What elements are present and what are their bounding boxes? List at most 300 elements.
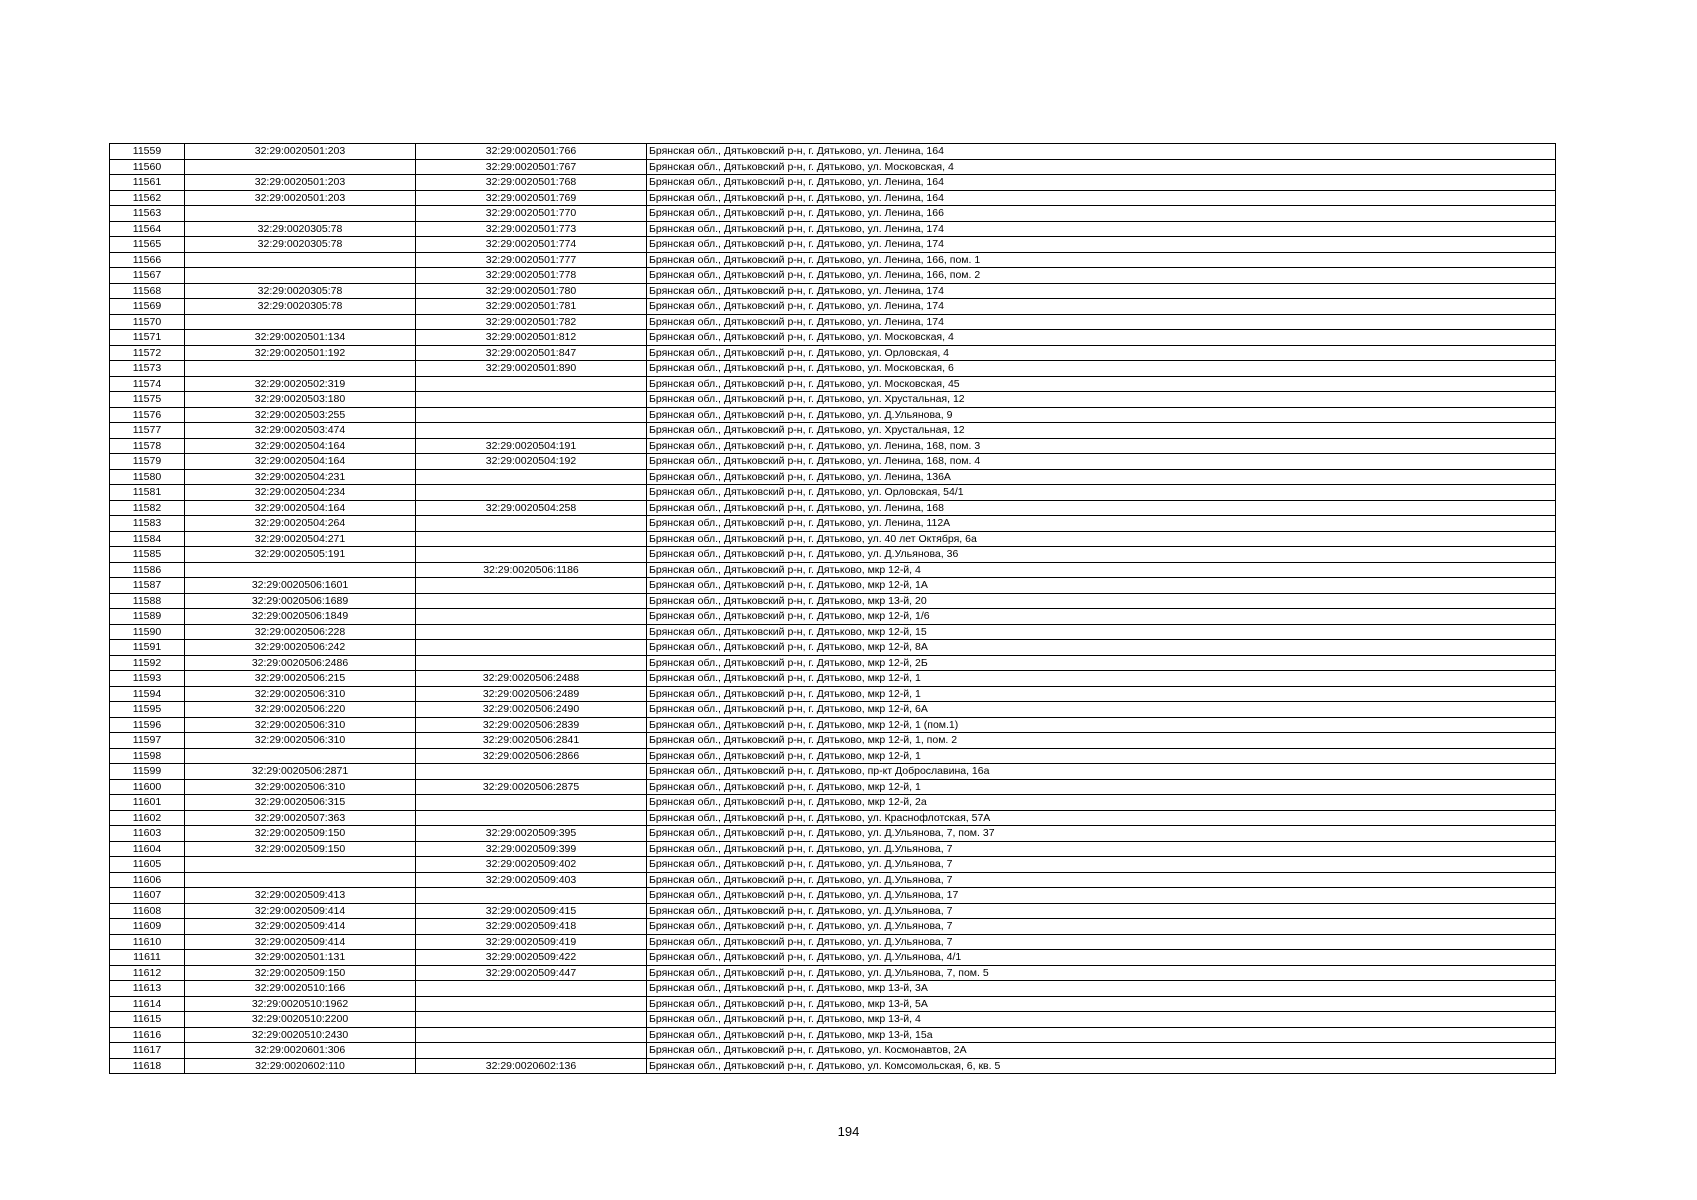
table-row [110,175,1556,191]
table-row [110,345,1556,361]
cadastral-number-cell [416,485,647,501]
cadastral-number-cell: 32:29:0020509:418 [416,919,647,935]
cadastral-number-cell: 32:29:0020506:2839 [416,717,647,733]
parent-cadastral-number-cell: 32:29:0020507:363 [185,810,416,826]
cadastral-table-body [110,144,1556,1074]
cadastral-number-cell [416,469,647,485]
address-cell: Брянская обл., Дятьковский р-н, г. Дятьково, ул. Д.Ульянова, 7 [647,872,1556,888]
parent-cadastral-number-cell [185,748,416,764]
cadastral-number-cell: 32:29:0020501:890 [416,361,647,377]
row-number-cell: 11613 [110,981,185,997]
table-row [110,423,1556,439]
parent-cadastral-number-cell: 32:29:0020509:150 [185,826,416,842]
address-cell: Брянская обл., Дятьковский р-н, г. Дятьково, мкр 12-й, 15 [647,624,1556,640]
parent-cadastral-number-cell: 32:29:0020305:78 [185,221,416,237]
table-row [110,376,1556,392]
row-number-cell: 11568 [110,283,185,299]
address-cell: Брянская обл., Дятьковский р-н, г. Дятьково, ул. Д.Ульянова, 7 [647,841,1556,857]
cadastral-number-cell [416,531,647,547]
cadastral-number-cell: 32:29:0020501:778 [416,268,647,284]
address-cell: Брянская обл., Дятьковский р-н, г. Дятьково, ул. Д.Ульянова, 36 [647,547,1556,563]
table-row [110,934,1556,950]
cadastral-number-cell: 32:29:0020509:447 [416,965,647,981]
row-number-cell: 11577 [110,423,185,439]
table-row [110,872,1556,888]
table-row [110,1027,1556,1043]
address-cell: Брянская обл., Дятьковский р-н, г. Дятьково, ул. Д.Ульянова, 4/1 [647,950,1556,966]
address-cell: Брянская обл., Дятьковский р-н, г. Дятьково, ул. Ленина, 174 [647,283,1556,299]
cadastral-number-cell: 32:29:0020504:191 [416,438,647,454]
parent-cadastral-number-cell: 32:29:0020504:231 [185,469,416,485]
cadastral-number-cell [416,516,647,532]
parent-cadastral-number-cell [185,206,416,222]
parent-cadastral-number-cell: 32:29:0020504:264 [185,516,416,532]
table-row [110,965,1556,981]
cadastral-number-cell: 32:29:0020506:2841 [416,733,647,749]
row-number-cell: 11594 [110,686,185,702]
table-row [110,810,1556,826]
address-cell: Брянская обл., Дятьковский р-н, г. Дятьково, мкр 12-й, 6А [647,702,1556,718]
table-row [110,438,1556,454]
table-row [110,981,1556,997]
table-row [110,190,1556,206]
parent-cadastral-number-cell: 32:29:0020505:191 [185,547,416,563]
cadastral-number-cell: 32:29:0020509:422 [416,950,647,966]
table-row [110,686,1556,702]
address-cell: Брянская обл., Дятьковский р-н, г. Дятьково, мкр 12-й, 8А [647,640,1556,656]
parent-cadastral-number-cell: 32:29:0020510:2200 [185,1012,416,1028]
table-row [110,1058,1556,1074]
address-cell: Брянская обл., Дятьковский р-н, г. Дятьково, ул. Московская, 4 [647,159,1556,175]
table-row [110,655,1556,671]
cadastral-number-cell [416,996,647,1012]
cadastral-number-cell [416,810,647,826]
table-row [110,252,1556,268]
cadastral-number-cell: 32:29:0020506:2490 [416,702,647,718]
parent-cadastral-number-cell: 32:29:0020504:271 [185,531,416,547]
cadastral-number-cell [416,1012,647,1028]
parent-cadastral-number-cell: 32:29:0020506:228 [185,624,416,640]
parent-cadastral-number-cell: 32:29:0020506:310 [185,733,416,749]
table-row [110,996,1556,1012]
row-number-cell: 11572 [110,345,185,361]
row-number-cell: 11611 [110,950,185,966]
address-cell: Брянская обл., Дятьковский р-н, г. Дятьково, ул. Ленина, 166 [647,206,1556,222]
address-cell: Брянская обл., Дятьковский р-н, г. Дятьково, ул. Орловская, 54/1 [647,485,1556,501]
cadastral-number-cell: 32:29:0020509:402 [416,857,647,873]
table-row [110,888,1556,904]
address-cell: Брянская обл., Дятьковский р-н, г. Дятьково, ул. Ленина, 164 [647,175,1556,191]
cadastral-number-cell [416,423,647,439]
parent-cadastral-number-cell: 32:29:0020510:166 [185,981,416,997]
address-cell: Брянская обл., Дятьковский р-н, г. Дятьково, ул. Д.Ульянова, 7 [647,934,1556,950]
table-row [110,795,1556,811]
address-cell: Брянская обл., Дятьковский р-н, г. Дятьково, мкр 12-й, 1/6 [647,609,1556,625]
cadastral-number-cell: 32:29:0020501:767 [416,159,647,175]
address-cell: Брянская обл., Дятьковский р-н, г. Дятьково, ул. Ленина, 168, пом. 4 [647,454,1556,470]
row-number-cell: 11602 [110,810,185,826]
table-row [110,531,1556,547]
table-row [110,516,1556,532]
parent-cadastral-number-cell: 32:29:0020501:192 [185,345,416,361]
parent-cadastral-number-cell: 32:29:0020509:150 [185,841,416,857]
parent-cadastral-number-cell: 32:29:0020509:413 [185,888,416,904]
parent-cadastral-number-cell: 32:29:0020510:2430 [185,1027,416,1043]
table-row [110,469,1556,485]
row-number-cell: 11609 [110,919,185,935]
parent-cadastral-number-cell: 32:29:0020504:164 [185,500,416,516]
parent-cadastral-number-cell [185,562,416,578]
cadastral-number-cell [416,764,647,780]
table-row [110,206,1556,222]
table-row [110,841,1556,857]
address-cell: Брянская обл., Дятьковский р-н, г. Дятьково, ул. Ленина, 164 [647,190,1556,206]
row-number-cell: 11574 [110,376,185,392]
table-row [110,640,1556,656]
address-cell: Брянская обл., Дятьковский р-н, г. Дятьково, мкр 13-й, 5А [647,996,1556,1012]
table-row [110,454,1556,470]
row-number-cell: 11600 [110,779,185,795]
address-cell: Брянская обл., Дятьковский р-н, г. Дятьково, ул. Ленина, 174 [647,314,1556,330]
table-row [110,562,1556,578]
address-cell: Брянская обл., Дятьковский р-н, г. Дятьково, ул. Ленина, 168, пом. 3 [647,438,1556,454]
row-number-cell: 11569 [110,299,185,315]
address-cell: Брянская обл., Дятьковский р-н, г. Дятьково, ул. Д.Ульянова, 17 [647,888,1556,904]
row-number-cell: 11582 [110,500,185,516]
address-cell: Брянская обл., Дятьковский р-н, г. Дятьково, ул. Ленина, 166, пом. 1 [647,252,1556,268]
parent-cadastral-number-cell: 32:29:0020601:306 [185,1043,416,1059]
cadastral-number-cell [416,981,647,997]
table-row [110,330,1556,346]
cadastral-number-cell [416,609,647,625]
cadastral-number-cell [416,578,647,594]
table-row [110,593,1556,609]
cadastral-number-cell: 32:29:0020501:773 [416,221,647,237]
table-row [110,392,1556,408]
row-number-cell: 11606 [110,872,185,888]
cadastral-number-cell [416,1043,647,1059]
row-number-cell: 11590 [110,624,185,640]
parent-cadastral-number-cell: 32:29:0020504:164 [185,454,416,470]
parent-cadastral-number-cell: 32:29:0020502:319 [185,376,416,392]
row-number-cell: 11618 [110,1058,185,1074]
cadastral-number-cell [416,392,647,408]
parent-cadastral-number-cell: 32:29:0020506:310 [185,779,416,795]
parent-cadastral-number-cell: 32:29:0020506:215 [185,671,416,687]
table-row [110,1043,1556,1059]
cadastral-number-cell [416,547,647,563]
row-number-cell: 11585 [110,547,185,563]
address-cell: Брянская обл., Дятьковский р-н, г. Дятьково, ул. Ленина, 164 [647,144,1556,160]
parent-cadastral-number-cell: 32:29:0020506:310 [185,686,416,702]
cadastral-number-cell [416,624,647,640]
parent-cadastral-number-cell: 32:29:0020503:180 [185,392,416,408]
parent-cadastral-number-cell: 32:29:0020501:203 [185,144,416,160]
cadastral-number-cell: 32:29:0020509:403 [416,872,647,888]
cadastral-number-cell: 32:29:0020501:782 [416,314,647,330]
table-row [110,609,1556,625]
cadastral-number-cell: 32:29:0020501:812 [416,330,647,346]
address-cell: Брянская обл., Дятьковский р-н, г. Дятьково, мкр 12-й, 2а [647,795,1556,811]
address-cell: Брянская обл., Дятьковский р-н, г. Дятьково, ул. Краснофлотская, 57А [647,810,1556,826]
address-cell: Брянская обл., Дятьковский р-н, г. Дятьково, ул. Космонавтов, 2А [647,1043,1556,1059]
parent-cadastral-number-cell [185,159,416,175]
address-cell: Брянская обл., Дятьковский р-н, г. Дятьково, мкр 13-й, 4 [647,1012,1556,1028]
address-cell: Брянская обл., Дятьковский р-н, г. Дятьково, ул. Московская, 6 [647,361,1556,377]
cadastral-number-cell: 32:29:0020506:1186 [416,562,647,578]
row-number-cell: 11587 [110,578,185,594]
parent-cadastral-number-cell: 32:29:0020509:414 [185,903,416,919]
row-number-cell: 11559 [110,144,185,160]
address-cell: Брянская обл., Дятьковский р-н, г. Дятьково, ул. 40 лет Октября, 6а [647,531,1556,547]
parent-cadastral-number-cell: 32:29:0020305:78 [185,283,416,299]
row-number-cell: 11580 [110,469,185,485]
cadastral-number-cell: 32:29:0020504:192 [416,454,647,470]
row-number-cell: 11604 [110,841,185,857]
row-number-cell: 11601 [110,795,185,811]
address-cell: Брянская обл., Дятьковский р-н, г. Дятьково, мкр 12-й, 4 [647,562,1556,578]
table-row [110,485,1556,501]
parent-cadastral-number-cell: 32:29:0020503:474 [185,423,416,439]
row-number-cell: 11603 [110,826,185,842]
cadastral-number-cell: 32:29:0020506:2875 [416,779,647,795]
row-number-cell: 11614 [110,996,185,1012]
parent-cadastral-number-cell [185,314,416,330]
address-cell: Брянская обл., Дятьковский р-н, г. Дятьково, мкр 13-й, 15а [647,1027,1556,1043]
table-row [110,237,1556,253]
parent-cadastral-number-cell: 32:29:0020506:1601 [185,578,416,594]
row-number-cell: 11591 [110,640,185,656]
row-number-cell: 11575 [110,392,185,408]
row-number-cell: 11571 [110,330,185,346]
parent-cadastral-number-cell [185,268,416,284]
parent-cadastral-number-cell: 32:29:0020503:255 [185,407,416,423]
table-row [110,407,1556,423]
row-number-cell: 11563 [110,206,185,222]
address-cell: Брянская обл., Дятьковский р-н, г. Дятьково, мкр 13-й, 3А [647,981,1556,997]
cadastral-number-cell: 32:29:0020602:136 [416,1058,647,1074]
address-cell: Брянская обл., Дятьковский р-н, г. Дятьково, ул. Д.Ульянова, 7 [647,919,1556,935]
cadastral-number-cell: 32:29:0020501:774 [416,237,647,253]
table-row [110,578,1556,594]
parent-cadastral-number-cell: 32:29:0020501:134 [185,330,416,346]
cadastral-number-cell: 32:29:0020506:2489 [416,686,647,702]
row-number-cell: 11560 [110,159,185,175]
table-row [110,857,1556,873]
parent-cadastral-number-cell: 32:29:0020509:414 [185,919,416,935]
parent-cadastral-number-cell: 32:29:0020305:78 [185,299,416,315]
row-number-cell: 11586 [110,562,185,578]
cadastral-number-cell: 32:29:0020501:769 [416,190,647,206]
cadastral-number-cell: 32:29:0020504:258 [416,500,647,516]
table-row [110,268,1556,284]
address-cell: Брянская обл., Дятьковский р-н, г. Дятьково, ул. Комсомольская, 6, кв. 5 [647,1058,1556,1074]
parent-cadastral-number-cell: 32:29:0020504:164 [185,438,416,454]
row-number-cell: 11610 [110,934,185,950]
cadastral-number-cell: 32:29:0020501:847 [416,345,647,361]
row-number-cell: 11598 [110,748,185,764]
address-cell: Брянская обл., Дятьковский р-н, г. Дятьково, ул. Ленина, 166, пом. 2 [647,268,1556,284]
row-number-cell: 11588 [110,593,185,609]
table-row [110,283,1556,299]
address-cell: Брянская обл., Дятьковский р-н, г. Дятьково, ул. Ленина, 174 [647,299,1556,315]
cadastral-number-cell: 32:29:0020509:415 [416,903,647,919]
row-number-cell: 11608 [110,903,185,919]
table-row [110,361,1556,377]
row-number-cell: 11583 [110,516,185,532]
parent-cadastral-number-cell: 32:29:0020501:203 [185,175,416,191]
cadastral-number-cell [416,888,647,904]
address-cell: Брянская обл., Дятьковский р-н, г. Дятьково, ул. Московская, 45 [647,376,1556,392]
table-row [110,717,1556,733]
row-number-cell: 11570 [110,314,185,330]
address-cell: Брянская обл., Дятьковский р-н, г. Дятьково, ул. Ленина, 174 [647,237,1556,253]
parent-cadastral-number-cell [185,872,416,888]
cadastral-number-cell: 32:29:0020501:777 [416,252,647,268]
cadastral-number-cell: 32:29:0020501:768 [416,175,647,191]
address-cell: Брянская обл., Дятьковский р-н, г. Дятьково, ул. Ленина, 174 [647,221,1556,237]
table-row [110,299,1556,315]
row-number-cell: 11578 [110,438,185,454]
row-number-cell: 11579 [110,454,185,470]
parent-cadastral-number-cell: 32:29:0020506:2871 [185,764,416,780]
parent-cadastral-number-cell: 32:29:0020501:131 [185,950,416,966]
parent-cadastral-number-cell [185,252,416,268]
address-cell: Брянская обл., Дятьковский р-н, г. Дятьково, ул. Д.Ульянова, 9 [647,407,1556,423]
cadastral-number-cell: 32:29:0020509:395 [416,826,647,842]
table-row [110,624,1556,640]
row-number-cell: 11564 [110,221,185,237]
parent-cadastral-number-cell: 32:29:0020506:2486 [185,655,416,671]
row-number-cell: 11567 [110,268,185,284]
table-row [110,903,1556,919]
row-number-cell: 11576 [110,407,185,423]
table-row [110,950,1556,966]
address-cell: Брянская обл., Дятьковский р-н, г. Дятьково, ул. Хрустальная, 12 [647,423,1556,439]
table-row [110,779,1556,795]
row-number-cell: 11615 [110,1012,185,1028]
cadastral-number-cell: 32:29:0020509:399 [416,841,647,857]
table-row [110,500,1556,516]
row-number-cell: 11612 [110,965,185,981]
row-number-cell: 11597 [110,733,185,749]
cadastral-number-cell [416,1027,647,1043]
address-cell: Брянская обл., Дятьковский р-н, г. Дятьково, мкр 12-й, 1А [647,578,1556,594]
cadastral-number-cell: 32:29:0020501:770 [416,206,647,222]
cadastral-table [109,143,1556,1074]
address-cell: Брянская обл., Дятьковский р-н, г. Дятьково, мкр 12-й, 1 [647,671,1556,687]
address-cell: Брянская обл., Дятьковский р-н, г. Дятьково, ул. Д.Ульянова, 7, пом. 37 [647,826,1556,842]
parent-cadastral-number-cell: 32:29:0020506:1689 [185,593,416,609]
address-cell: Брянская обл., Дятьковский р-н, г. Дятьково, мкр 12-й, 1 [647,686,1556,702]
table-row [110,159,1556,175]
address-cell: Брянская обл., Дятьковский р-н, г. Дятьково, ул. Московская, 4 [647,330,1556,346]
address-cell: Брянская обл., Дятьковский р-н, г. Дятьково, ул. Хрустальная, 12 [647,392,1556,408]
cadastral-number-cell [416,640,647,656]
table-row [110,144,1556,160]
cadastral-number-cell: 32:29:0020501:781 [416,299,647,315]
row-number-cell: 11584 [110,531,185,547]
address-cell: Брянская обл., Дятьковский р-н, г. Дятьково, мкр 12-й, 1 (пом.1) [647,717,1556,733]
row-number-cell: 11616 [110,1027,185,1043]
parent-cadastral-number-cell [185,361,416,377]
row-number-cell: 11581 [110,485,185,501]
page-number: 194 [837,1124,860,1139]
table-row [110,671,1556,687]
row-number-cell: 11573 [110,361,185,377]
table-row [110,702,1556,718]
address-cell: Брянская обл., Дятьковский р-н, г. Дятьково, ул. Ленина, 168 [647,500,1556,516]
cadastral-number-cell [416,376,647,392]
cadastral-number-cell: 32:29:0020501:766 [416,144,647,160]
address-cell: Брянская обл., Дятьковский р-н, г. Дятьково, мкр 13-й, 20 [647,593,1556,609]
cadastral-number-cell [416,655,647,671]
row-number-cell: 11562 [110,190,185,206]
cadastral-number-cell [416,407,647,423]
cadastral-number-cell [416,593,647,609]
address-cell: Брянская обл., Дятьковский р-н, г. Дятьково, ул. Д.Ульянова, 7 [647,903,1556,919]
table-row [110,919,1556,935]
address-cell: Брянская обл., Дятьковский р-н, г. Дятьково, ул. Д.Ульянова, 7 [647,857,1556,873]
parent-cadastral-number-cell: 32:29:0020501:203 [185,190,416,206]
row-number-cell: 11617 [110,1043,185,1059]
table-row [110,314,1556,330]
table-row [110,547,1556,563]
cadastral-number-cell [416,795,647,811]
address-cell: Брянская обл., Дятьковский р-н, г. Дятьково, ул. Орловская, 4 [647,345,1556,361]
address-cell: Брянская обл., Дятьковский р-н, г. Дятьково, мкр 12-й, 1 [647,779,1556,795]
address-cell: Брянская обл., Дятьковский р-н, г. Дятьково, ул. Д.Ульянова, 7, пом. 5 [647,965,1556,981]
cadastral-number-cell: 32:29:0020506:2866 [416,748,647,764]
parent-cadastral-number-cell: 32:29:0020506:220 [185,702,416,718]
address-cell: Брянская обл., Дятьковский р-н, г. Дятьково, мкр 12-й, 2Б [647,655,1556,671]
row-number-cell: 11595 [110,702,185,718]
row-number-cell: 11566 [110,252,185,268]
parent-cadastral-number-cell: 32:29:0020509:150 [185,965,416,981]
row-number-cell: 11596 [110,717,185,733]
table-row [110,733,1556,749]
address-cell: Брянская обл., Дятьковский р-н, г. Дятьково, ул. Ленина, 112А [647,516,1556,532]
parent-cadastral-number-cell: 32:29:0020504:234 [185,485,416,501]
parent-cadastral-number-cell: 32:29:0020506:242 [185,640,416,656]
row-number-cell: 11599 [110,764,185,780]
cadastral-number-cell: 32:29:0020509:419 [416,934,647,950]
row-number-cell: 11592 [110,655,185,671]
row-number-cell: 11593 [110,671,185,687]
table-row [110,1012,1556,1028]
address-cell: Брянская обл., Дятьковский р-н, г. Дятьково, мкр 12-й, 1 [647,748,1556,764]
table-row [110,221,1556,237]
table-row [110,748,1556,764]
parent-cadastral-number-cell: 32:29:0020305:78 [185,237,416,253]
parent-cadastral-number-cell: 32:29:0020506:315 [185,795,416,811]
row-number-cell: 11607 [110,888,185,904]
parent-cadastral-number-cell: 32:29:0020506:1849 [185,609,416,625]
parent-cadastral-number-cell: 32:29:0020602:110 [185,1058,416,1074]
cadastral-number-cell: 32:29:0020501:780 [416,283,647,299]
row-number-cell: 11565 [110,237,185,253]
address-cell: Брянская обл., Дятьковский р-н, г. Дятьково, мкр 12-й, 1, пом. 2 [647,733,1556,749]
table-row [110,764,1556,780]
cadastral-number-cell: 32:29:0020506:2488 [416,671,647,687]
row-number-cell: 11589 [110,609,185,625]
address-cell: Брянская обл., Дятьковский р-н, г. Дятьково, ул. Ленина, 136А [647,469,1556,485]
row-number-cell: 11561 [110,175,185,191]
parent-cadastral-number-cell [185,857,416,873]
parent-cadastral-number-cell: 32:29:0020509:414 [185,934,416,950]
address-cell: Брянская обл., Дятьковский р-н, г. Дятьково, пр-кт Доброславина, 16а [647,764,1556,780]
parent-cadastral-number-cell: 32:29:0020506:310 [185,717,416,733]
